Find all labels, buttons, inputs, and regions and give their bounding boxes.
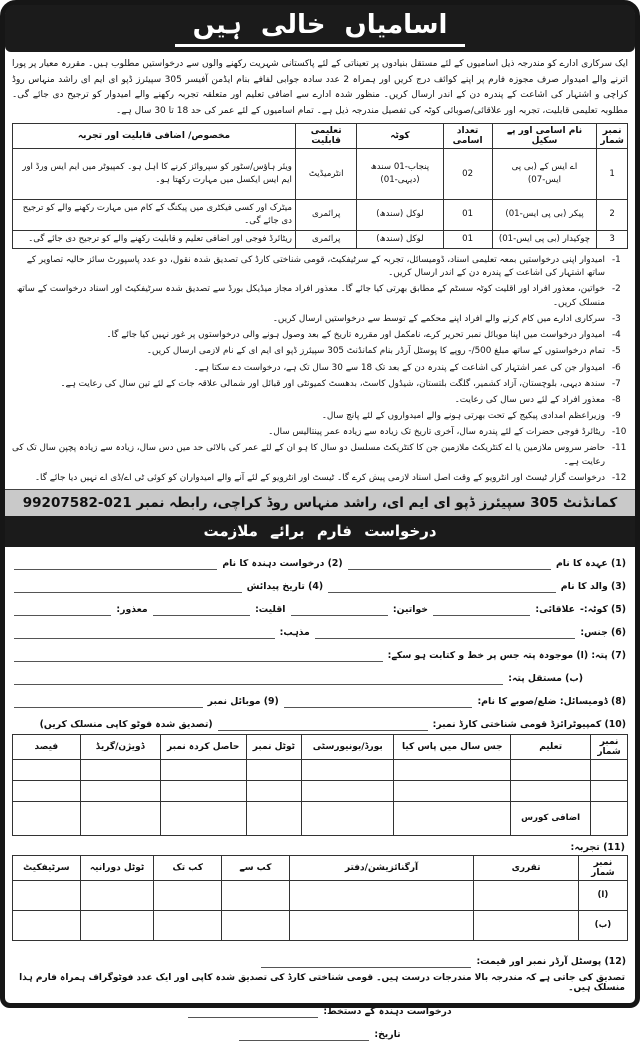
col-post-name: نام اسامی اور پے سکیل bbox=[492, 124, 597, 149]
religion-blank bbox=[14, 625, 275, 639]
condition-number: -9 bbox=[612, 410, 621, 421]
condition-number: -8 bbox=[612, 394, 621, 405]
empty-cell bbox=[474, 880, 579, 910]
col-serial: نمبر شمار bbox=[597, 124, 628, 149]
empty-cell bbox=[80, 880, 154, 910]
condition-text: معذور افراد کے لئے دس سال کی رعایت۔ bbox=[454, 394, 605, 405]
list-item bbox=[12, 442, 628, 469]
list-item bbox=[12, 410, 628, 424]
exp-col-serial: نمبر شمار bbox=[578, 855, 627, 880]
cell-quota: لوکل (سندھ) bbox=[357, 200, 443, 231]
form-row-quota bbox=[14, 593, 626, 616]
table-row bbox=[13, 200, 628, 231]
condition-text: سرکاری ادارے میں کام کرنے والے افراد اپنے محکمے کے توسط سے درخواستیں ارسال کریں۔ bbox=[272, 314, 605, 325]
empty-cell bbox=[591, 801, 628, 835]
edu-col-year: جس سال میں پاس کیا bbox=[394, 734, 511, 759]
cell-skills: میٹرک اور کسی فیکٹری میں پیکنگ کے کام میں مہارت رکھنے والے کو ترجیح دی جائے گی۔ bbox=[13, 200, 296, 231]
cell-count: 01 bbox=[443, 230, 492, 248]
form-row-current-address bbox=[14, 639, 626, 662]
list-item bbox=[12, 394, 628, 408]
empty-cell bbox=[13, 759, 81, 780]
exp-col-to: کب تک bbox=[154, 855, 222, 880]
cnic-note: (تصدیق شدہ فوٹو کاپی منسلک کریں) bbox=[39, 718, 213, 730]
edu-col-division: ڈویژن/گریڈ bbox=[80, 734, 160, 759]
empty-cell bbox=[246, 759, 301, 780]
condition-number: -5 bbox=[612, 346, 621, 357]
quota-label: (5) کوٹہ:- bbox=[580, 603, 626, 615]
empty-cell bbox=[302, 780, 394, 801]
condition-number: -4 bbox=[612, 330, 621, 341]
mobile-blank bbox=[14, 694, 203, 708]
list-item bbox=[12, 283, 628, 310]
additional-course-cell: اضافی کورس bbox=[511, 801, 591, 835]
condition-text: خواتین، معذور افراد اور اقلیت کوٹہ سسٹم کے مطابق بھرتی کیا جائے گا۔ معذور افراد مجاز میڈیکل بورڈ سے تصدیق شدہ سرٹیفکیٹ اور اسناد درخواست کے ساتھ منسلک کریں۔ bbox=[16, 284, 605, 309]
edu-col-board: بورڈ/یونیورسٹی bbox=[302, 734, 394, 759]
signature-blank bbox=[188, 1004, 318, 1018]
quota-minority-blank bbox=[153, 602, 250, 616]
cell-serial: 3 bbox=[597, 230, 628, 248]
empty-cell bbox=[511, 759, 591, 780]
empty-cell bbox=[222, 880, 290, 910]
experience-header-row bbox=[13, 855, 628, 880]
cell-skills: ریٹائرڈ فوجی اور اضافی تعلیم و قابلیت رکھنے والے کو ترجیح دی جائے گی۔ bbox=[13, 230, 296, 248]
list-item bbox=[12, 426, 628, 440]
empty-cell bbox=[80, 910, 154, 940]
empty-cell bbox=[302, 759, 394, 780]
empty-cell bbox=[80, 801, 160, 835]
experience-table bbox=[12, 855, 628, 941]
empty-cell bbox=[13, 880, 81, 910]
exp-col-organization: آرگنائزیشن/دفتر bbox=[289, 855, 474, 880]
intro-paragraph: ایک سرکاری ادارے کو مندرجہ ذیل اسامیوں کے لئے مستقل بنیادوں پر تعیناتی کے لئے پاکستانی شہریت رکھنے والوں سے درخواستیں مطلوب ہیں۔ مقررہ معیار پر پورا اترنے والے امیدوار صرف مجوزہ فارم پر اپنے کوائف درج کریں اور ہمراہ 2 عدد سادہ جوابی لفافے بنام ایڈمن آفیسر 305 سپیئرز ڈپو ای ایم ای راشد منہاس روڈ کراچی و اشتہار کی اشاعت کے پندرہ دن کے اندر ارسال کریں۔ منظور شدہ ادارے سے اضافی تعلیم اور متعلقہ تجربہ رکھنے والے امیدوار کو ترجیح دی جائے گی۔ مطلوبہ تعلیمی قابلیت، تجربہ اور علاقائی/صوبائی کوٹہ کی تفصیل مندرجہ ذیل ہے۔ تمام اسامیوں کے لئے عمر کی حد 18 تا 30 سال ہے۔ bbox=[12, 59, 628, 116]
religion-label: مذہب: bbox=[279, 626, 310, 638]
postal-order-blank bbox=[261, 954, 471, 968]
cell-education: پرائمری bbox=[295, 230, 357, 248]
col-count: تعداد اسامی bbox=[443, 124, 492, 149]
table-row bbox=[13, 910, 628, 940]
empty-cell bbox=[302, 801, 394, 835]
list-item bbox=[12, 362, 628, 376]
form-row-postal-order bbox=[14, 945, 626, 968]
edu-col-education: تعلیم bbox=[511, 734, 591, 759]
condition-number: -7 bbox=[612, 378, 621, 389]
list-item bbox=[12, 313, 628, 327]
condition-text: وزیراعظم امدادی پیکیج کے تحت بھرتی ہونے والے امیدواروں کے لئے پانچ سال۔ bbox=[321, 410, 605, 421]
table-row bbox=[13, 230, 628, 248]
empty-cell bbox=[591, 759, 628, 780]
post-name-blank bbox=[348, 556, 551, 570]
education-table bbox=[12, 734, 628, 836]
postal-order-label: (12) پوسٹل آرڈر نمبر اور قیمت: bbox=[476, 955, 626, 967]
table-row bbox=[13, 759, 628, 780]
exp-row-label: (ا) bbox=[578, 880, 627, 910]
empty-cell bbox=[13, 780, 81, 801]
quota-disabled-blank bbox=[14, 602, 111, 616]
condition-number: -6 bbox=[612, 362, 621, 373]
col-quota: کوٹہ bbox=[357, 124, 443, 149]
exp-row-label: (ب) bbox=[578, 910, 627, 940]
empty-cell bbox=[222, 910, 290, 940]
empty-cell bbox=[289, 910, 474, 940]
post-name-label: (1) عہدہ کا نام bbox=[555, 557, 626, 569]
col-education: تعلیمی قابلیت bbox=[295, 124, 357, 149]
empty-cell bbox=[394, 759, 511, 780]
education-header-row bbox=[13, 734, 628, 759]
empty-cell bbox=[246, 801, 301, 835]
form-row-permanent-address bbox=[14, 662, 583, 685]
condition-text: درخواست گزار ٹیسٹ اور انٹرویو کے وقت اصل اسناد لازمی پیش کرے گا۔ ٹیسٹ اور انٹرویو کے لئے آنے والے امیدواران کو کوئی ٹی اے/ڈی اے نہیں دیا جائے گا۔ bbox=[34, 472, 605, 483]
list-item bbox=[12, 345, 628, 359]
cell-post-name: اے ایس کے (بی پی ایس-07) bbox=[492, 149, 597, 200]
list-item bbox=[12, 329, 628, 343]
condition-text: حاضر سروس ملازمین یا اے کنٹریکٹ ملازمین جن کا کنٹریکٹ مسلسل دو سال کا ہو ان کے لئے عمر کی بالائی حد میں دس سال، زیادہ سے زیادہ پچپن سال تک کی رعایت ہے۔ bbox=[12, 443, 605, 467]
edu-col-total-marks: ٹوٹل نمبر bbox=[246, 734, 301, 759]
applicant-name-blank bbox=[14, 556, 217, 570]
quota-minority-label: اقلیت: bbox=[255, 603, 286, 615]
table-row bbox=[13, 880, 628, 910]
experience-section-label: (11) تجربہ: bbox=[570, 841, 625, 853]
cell-count: 01 bbox=[443, 200, 492, 231]
current-address-label: (7) پتہ: (ا) موجودہ پتہ جس پر خط و کتابت ہو سکے: bbox=[387, 649, 626, 661]
cnic-label: (10) کمپیوٹرائزڈ قومی شناختی کارڈ نمبر: bbox=[432, 718, 626, 730]
edu-col-obtained-marks: حاصل کردہ نمبر bbox=[160, 734, 246, 759]
quota-women-label: خواتین: bbox=[392, 603, 428, 615]
birth-date-label: (4) تاریخ پیدائش bbox=[246, 580, 324, 592]
permanent-address-blank bbox=[14, 671, 503, 685]
application-form-banner: درخواست فارم برائے ملازمت bbox=[5, 516, 635, 547]
form-row-date bbox=[14, 1018, 626, 1041]
certification-statement: تصدیق کی جاتی ہے کہ مندرجہ بالا مندرجات درست ہیں۔ قومی شناختی کارڈ کی تصدیق شدہ کاپی اور ایک عدد فوٹوگراف ہمراہ فارم ہذا منسلک ہیں۔ bbox=[19, 972, 625, 993]
condition-text: امیدوار درخواست میں اپنا موبائل نمبر تحریر کرے، نامکمل اور مقررہ تاریخ کے بعد وصول ہونے والی درخواستوں پر غور نہیں کیا جائے گا۔ bbox=[106, 330, 605, 341]
condition-text: ریٹائرڈ فوجی حضرات کے لئے پندرہ سال، آخری تاریخ تک زیادہ سے زیادہ عمر پینتالیس سال۔ bbox=[268, 427, 605, 438]
permanent-address-label: (ب) مستقل پتہ: bbox=[508, 672, 583, 684]
empty-cell bbox=[80, 759, 160, 780]
conditions-list bbox=[12, 254, 628, 486]
empty-cell bbox=[591, 780, 628, 801]
quota-women-blank bbox=[291, 602, 388, 616]
empty-cell bbox=[154, 910, 222, 940]
condition-number: -2 bbox=[612, 284, 621, 295]
exp-col-from: کب سے bbox=[222, 855, 290, 880]
mobile-label: (9) موبائل نمبر bbox=[207, 695, 279, 707]
cell-serial: 1 bbox=[597, 149, 628, 200]
quota-disabled-label: معذور: bbox=[116, 603, 148, 615]
empty-cell bbox=[394, 780, 511, 801]
table-row bbox=[13, 149, 628, 200]
condition-text: امیدوار جن کی عمر اشتہار کی اشاعت کے پندرہ دن کے بعد تک 18 سے 30 سال تک ہے، درخواست دے سکتا ہے۔ bbox=[193, 362, 605, 373]
current-address-blank bbox=[14, 648, 383, 662]
form-row-father bbox=[14, 570, 626, 593]
condition-text: سندھ دیہی، بلوچستان، آزاد کشمیر، گلگت بلتستان، شیڈول کاسٹ، بدھسٹ کمیونٹی اور قبائل اور شمالی علاقہ جات کے لئے تین سال کی رعایت ہے۔ bbox=[60, 378, 605, 389]
list-item bbox=[12, 472, 628, 486]
page-title: اسامیاں خالی ہیں bbox=[175, 10, 466, 47]
condition-number: -1 bbox=[612, 254, 621, 265]
domicile-label: (8) ڈومیسائل: ضلع/صوبے کا نام: bbox=[477, 695, 626, 707]
condition-text: امیدوار اپنی درخواستیں بمعہ تعلیمی اسناد، ڈومیسائل، تجربہ کے سرٹیفکیٹ، قومی شناختی کارڈ کی تصدیق شدہ نقول، دو عدد پاسپورٹ سائز حالیہ تصاویر کے ساتھ اشتہار کی اشاعت کے پندرہ دن کے اندر ارسال کریں۔ bbox=[26, 254, 605, 279]
empty-cell bbox=[246, 780, 301, 801]
exp-col-appointment: تقرری bbox=[474, 855, 579, 880]
empty-cell bbox=[13, 801, 81, 835]
edu-col-percent: فیصد bbox=[13, 734, 81, 759]
gender-label: (6) جنس: bbox=[580, 626, 626, 638]
cell-quota: لوکل (سندھ) bbox=[357, 230, 443, 248]
cell-quota: پنجاب-01 سندھ (دیہی-01) bbox=[357, 149, 443, 200]
empty-cell bbox=[394, 801, 511, 835]
empty-cell bbox=[80, 780, 160, 801]
col-skills: مخصوص/ اضافی قابلیت اور تجربہ bbox=[13, 124, 296, 149]
cell-education: پرائمری bbox=[295, 200, 357, 231]
empty-cell bbox=[474, 910, 579, 940]
exp-col-duration: ٹوٹل دورانیہ bbox=[80, 855, 154, 880]
quota-regional-label: علاقائی: bbox=[535, 603, 576, 615]
edu-col-serial: نمبر شمار bbox=[591, 734, 628, 759]
date-label: تاریخ: bbox=[374, 1028, 401, 1040]
condition-number: -12 bbox=[612, 472, 627, 483]
domicile-blank bbox=[284, 694, 473, 708]
empty-cell bbox=[154, 880, 222, 910]
list-item bbox=[12, 378, 628, 392]
quota-regional-blank bbox=[433, 602, 530, 616]
condition-number: -11 bbox=[612, 443, 627, 454]
form-row-cnic bbox=[14, 708, 626, 731]
signature-label: درخواست دہندہ کے دستخط: bbox=[323, 1005, 452, 1017]
father-name-label: (3) والد کا نام bbox=[560, 580, 626, 592]
condition-number: -3 bbox=[612, 314, 621, 325]
empty-cell bbox=[289, 880, 474, 910]
form-row-gender bbox=[14, 616, 626, 639]
condition-text: تمام درخواستوں کے ساتھ مبلغ 500/- روپے کا پوسٹل آرڈر بنام کمانڈنٹ 305 سپیئرز ڈپو ای ایم ای کے نام لازمی ارسال کریں۔ bbox=[146, 346, 605, 357]
applicant-name-label: (2) درخواست دہندہ کا نام bbox=[222, 557, 343, 569]
gender-blank bbox=[315, 625, 576, 639]
vacancies-title-banner bbox=[5, 5, 635, 52]
contact-address: کمانڈنٹ 305 سپیئرز ڈپو ای ایم ای، راشد منہاس روڈ کراچی، رابطہ نمبر 021-99207582 bbox=[5, 489, 635, 516]
positions-header-row bbox=[13, 124, 628, 149]
table-row bbox=[13, 780, 628, 801]
empty-cell bbox=[160, 801, 246, 835]
positions-table bbox=[12, 123, 628, 249]
condition-number: -10 bbox=[612, 427, 627, 438]
empty-cell bbox=[160, 759, 246, 780]
cell-skills: ویئر ہاؤس/سٹور کو سپروائز کرنے کا اہل ہو۔ کمپیوٹر میں ایم ایس ورڈ اور ایم ایس ایکسل میں مہارت رکھتا ہو۔ bbox=[13, 149, 296, 200]
form-row-signature bbox=[14, 995, 626, 1018]
cell-education: انٹرمیڈیٹ bbox=[295, 149, 357, 200]
cell-count: 02 bbox=[443, 149, 492, 200]
empty-cell bbox=[13, 910, 81, 940]
list-item bbox=[12, 254, 628, 281]
cell-serial: 2 bbox=[597, 200, 628, 231]
exp-col-certificate: سرٹیفکیٹ bbox=[13, 855, 81, 880]
birth-date-blank bbox=[14, 579, 242, 593]
cnic-blank bbox=[218, 717, 428, 731]
table-row-additional-course bbox=[13, 801, 628, 835]
empty-cell bbox=[160, 780, 246, 801]
cell-post-name: چوکیدار (بی پی ایس-01) bbox=[492, 230, 597, 248]
empty-cell bbox=[511, 780, 591, 801]
father-name-blank bbox=[328, 579, 556, 593]
date-blank bbox=[239, 1027, 369, 1041]
form-row-name bbox=[14, 547, 626, 570]
form-row-domicile bbox=[14, 685, 626, 708]
cell-post-name: پیکر (بی پی ایس-01) bbox=[492, 200, 597, 231]
